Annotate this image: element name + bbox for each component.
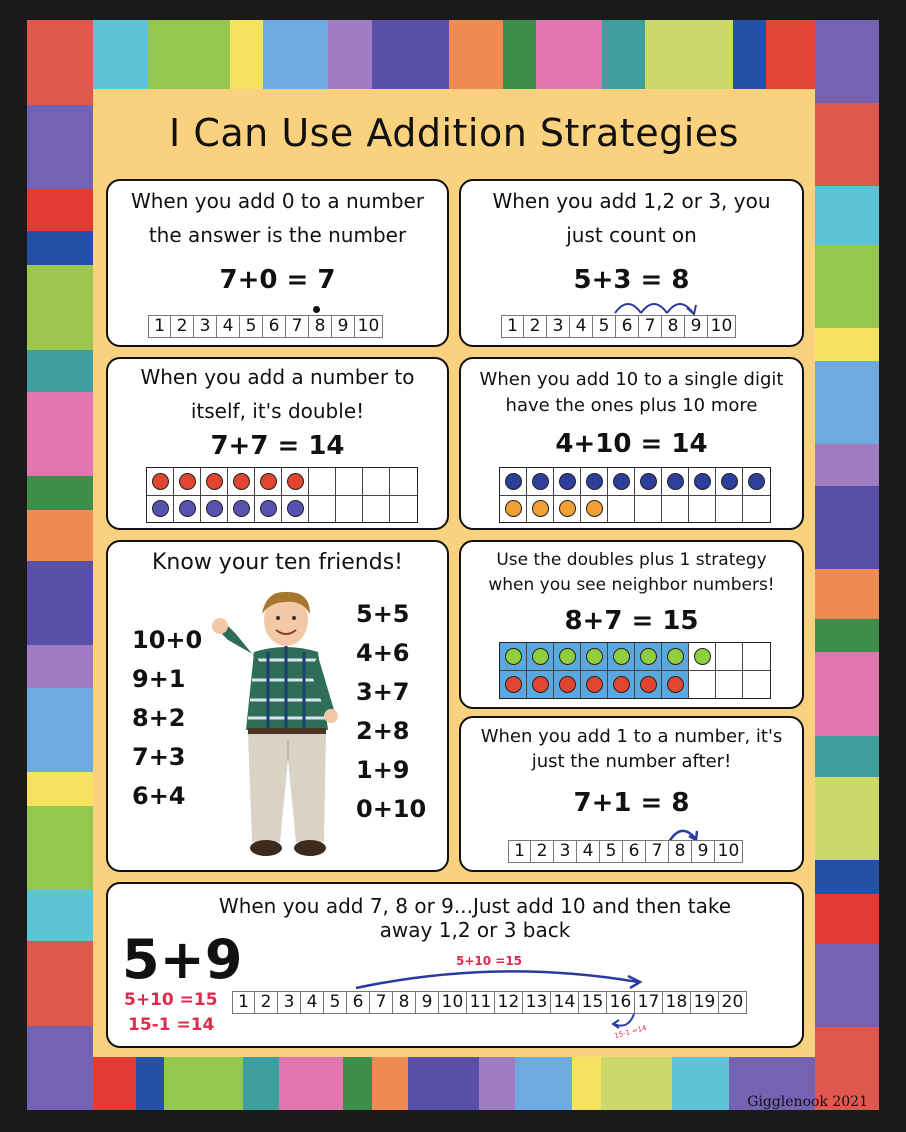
number-line: [232, 991, 747, 1014]
number-line: [508, 840, 743, 863]
number-cell: 12: [495, 991, 523, 1014]
counter-dot: [559, 500, 576, 517]
bottom-stripes: [93, 1057, 815, 1110]
ten-frame-cell: [255, 496, 282, 523]
ten-frame-cell: [363, 496, 390, 523]
right-stripes: [815, 20, 879, 1110]
card-doubles: [106, 357, 449, 530]
ten-friend-fact: 9+1: [132, 665, 186, 693]
ten-friend-fact: 5+5: [356, 600, 410, 628]
card-make-ten: [106, 882, 804, 1048]
ten-frame: [499, 467, 771, 523]
card-ten-friends: [106, 540, 449, 872]
ten-frame-cell: [309, 496, 336, 523]
ten-frame-cell: [500, 496, 527, 523]
ten-frame-cell: [282, 468, 309, 496]
number-cell: 15: [579, 991, 607, 1014]
ten-frame-cell: [689, 496, 716, 523]
step-two: 15-1 =14: [128, 1015, 215, 1035]
ten-frame-cell: [500, 468, 527, 496]
ten-frame-cell: [743, 496, 770, 523]
ten-frame-cell: [662, 643, 689, 671]
counter-dot: [694, 473, 711, 490]
number-cell: 11: [467, 991, 495, 1014]
counter-dot: [532, 676, 549, 693]
number-cell: 1: [501, 315, 524, 338]
number-cell: 1: [232, 991, 255, 1014]
ten-frame-cell: [554, 671, 581, 698]
counter-dot: [640, 648, 657, 665]
ten-frame-cell: [147, 496, 174, 523]
jump-arrow: [348, 964, 648, 990]
card-doubles-plus-one: [459, 540, 804, 709]
number-cell: 10: [715, 840, 743, 863]
ten-frame-cell: [527, 496, 554, 523]
counter-dot: [640, 676, 657, 693]
number-cell: 2: [531, 840, 554, 863]
number-cell: 3: [278, 991, 301, 1014]
counter-dot: [667, 676, 684, 693]
ten-frame-cell: [363, 468, 390, 496]
ten-friend-fact: 8+2: [132, 704, 186, 732]
equation: 8+7 = 15: [564, 606, 699, 636]
credit: Gigglenook 2021: [747, 1094, 868, 1110]
number-cell: 7: [646, 840, 669, 863]
ten-frame-cell: [743, 643, 770, 671]
number-cell: 3: [547, 315, 570, 338]
card-heading: Know your ten friends!: [151, 550, 403, 575]
number-cell: 6: [263, 315, 286, 338]
card-text: the answer is the number: [148, 223, 407, 247]
counter-dot: [260, 473, 277, 490]
number-cell: 4: [301, 991, 324, 1014]
ten-frame-cell: [743, 671, 770, 698]
counter-dot: [260, 500, 277, 517]
equation: 4+10 = 14: [555, 429, 708, 459]
number-cell: 5: [240, 315, 263, 338]
ten-friend-fact: 6+4: [132, 782, 186, 810]
ten-frame-cell: [716, 468, 743, 496]
number-cell: 20: [719, 991, 747, 1014]
counter-dot: [287, 473, 304, 490]
counter-dot: [152, 500, 169, 517]
number-cell: 5: [324, 991, 347, 1014]
marker-dot: [313, 306, 320, 313]
number-cell: 4: [577, 840, 600, 863]
counter-dot: [613, 473, 630, 490]
number-cell: 4: [217, 315, 240, 338]
number-cell: 5: [593, 315, 616, 338]
counter-dot: [287, 500, 304, 517]
ten-friend-fact: 10+0: [132, 626, 203, 654]
counter-dot: [532, 500, 549, 517]
card-text: When you add 0 to a number: [130, 189, 425, 213]
ten-frame-cell: [500, 643, 527, 671]
counter-dot: [532, 648, 549, 665]
number-cell: 7: [286, 315, 309, 338]
counter-dot: [206, 500, 223, 517]
card-text: When you add 1,2 or 3, you: [492, 189, 771, 213]
ten-frame-cell: [716, 496, 743, 523]
ten-frame-cell: [716, 671, 743, 698]
boy-illustration: [206, 590, 356, 866]
ten-frame-cell: [174, 468, 201, 496]
number-cell: 8: [393, 991, 416, 1014]
ten-frame-cell: [201, 468, 228, 496]
number-cell: 4: [570, 315, 593, 338]
ten-frame-cell: [390, 468, 417, 496]
big-equation: 5+9: [122, 928, 243, 991]
ten-frame-cell: [147, 468, 174, 496]
counter-dot: [559, 473, 576, 490]
ten-friend-fact: 4+6: [356, 639, 410, 667]
card-text: When you add a number to: [140, 365, 415, 389]
number-cell: 8: [662, 315, 685, 338]
counter-dot: [233, 500, 250, 517]
number-cell: 9: [332, 315, 355, 338]
number-cell: 9: [416, 991, 439, 1014]
ten-frame-cell: [554, 468, 581, 496]
counter-dot: [152, 473, 169, 490]
ten-frame-cell: [608, 496, 635, 523]
top-stripes: [93, 20, 815, 89]
ten-frame-cell: [336, 496, 363, 523]
counter-dot: [613, 676, 630, 693]
back-label: 15-1 =14: [613, 1023, 648, 1041]
card-text: When you add 1 to a number, it's: [480, 726, 783, 747]
ten-frame-cell: [309, 468, 336, 496]
number-line: [148, 315, 383, 338]
ten-frame-cell: [228, 496, 255, 523]
counter-dot: [532, 473, 549, 490]
card-text: when you see neighbor numbers!: [488, 575, 775, 595]
ten-frame-cell: [689, 468, 716, 496]
counter-dot: [721, 473, 738, 490]
counter-dot: [748, 473, 765, 490]
left-stripes: [27, 20, 93, 1110]
counter-dot: [233, 473, 250, 490]
card-text: Use the doubles plus 1 strategy: [496, 550, 767, 570]
card-count-on: [459, 179, 804, 347]
number-cell: 16: [607, 991, 635, 1014]
ten-frame-cell: [581, 671, 608, 698]
ten-frame-cell: [635, 643, 662, 671]
ten-frame-cell: [689, 671, 716, 698]
card-text: When you add 7, 8 or 9...Just add 10 and then take: [218, 894, 732, 918]
ten-frame-cell: [390, 496, 417, 523]
counter-dot: [586, 473, 603, 490]
ten-friends-left-list: [132, 626, 202, 821]
card-text: have the ones plus 10 more: [505, 395, 758, 416]
ten-friend-fact: 0+10: [356, 795, 427, 823]
poster: [93, 89, 815, 1057]
counter-dot: [667, 648, 684, 665]
number-cell: 6: [347, 991, 370, 1014]
ten-friends-right-list: [356, 600, 426, 834]
ten-frame-cell: [716, 643, 743, 671]
ten-frame-cell: [527, 468, 554, 496]
counter-dot: [613, 648, 630, 665]
counter-dot: [206, 473, 223, 490]
equation: 5+3 = 8: [573, 265, 690, 295]
ten-frame: [499, 642, 771, 699]
counter-dot: [505, 676, 522, 693]
equation: 7+7 = 14: [210, 431, 345, 461]
ten-friend-fact: 2+8: [356, 717, 410, 745]
ten-frame-cell: [743, 468, 770, 496]
number-cell: 3: [194, 315, 217, 338]
equation: 7+0 = 7: [219, 265, 336, 295]
ten-frame-cell: [581, 643, 608, 671]
counter-dot: [667, 473, 684, 490]
ten-frame-cell: [581, 468, 608, 496]
counter-dot: [505, 473, 522, 490]
counter-dot: [179, 473, 196, 490]
ten-frame-cell: [228, 468, 255, 496]
counter-dot: [559, 676, 576, 693]
ten-frame-cell: [174, 496, 201, 523]
number-cell: 5: [600, 840, 623, 863]
card-add-zero: [106, 179, 449, 347]
counter-dot: [179, 500, 196, 517]
card-add-ten: [459, 357, 804, 530]
number-cell: 1: [148, 315, 171, 338]
counter-dot: [586, 648, 603, 665]
counter-dot: [586, 500, 603, 517]
number-cell: 3: [554, 840, 577, 863]
number-cell: 1: [508, 840, 531, 863]
number-cell: 7: [370, 991, 393, 1014]
ten-frame-cell: [662, 496, 689, 523]
ten-frame-cell: [608, 643, 635, 671]
number-cell: 13: [523, 991, 551, 1014]
ten-frame-cell: [608, 671, 635, 698]
counter-dot: [559, 648, 576, 665]
card-text: just the number after!: [531, 751, 732, 772]
card-text: just count on: [566, 223, 697, 247]
ten-frame-cell: [527, 671, 554, 698]
number-cell: 18: [663, 991, 691, 1014]
ten-frame-cell: [608, 468, 635, 496]
ten-frame: [146, 467, 418, 523]
counter-dot: [505, 500, 522, 517]
number-cell: 8: [669, 840, 692, 863]
number-line: [501, 315, 736, 338]
card-plus-one: [459, 716, 804, 872]
ten-friend-fact: 3+7: [356, 678, 410, 706]
equation: 7+1 = 8: [573, 788, 690, 818]
card-text: When you add 10 to a single digit: [479, 369, 784, 390]
number-cell: 6: [623, 840, 646, 863]
number-cell: 10: [439, 991, 467, 1014]
counter-dot: [505, 648, 522, 665]
ten-frame-cell: [635, 671, 662, 698]
number-cell: 9: [692, 840, 715, 863]
number-cell: 2: [255, 991, 278, 1014]
number-cell: 10: [355, 315, 383, 338]
card-text: away 1,2 or 3 back: [379, 918, 571, 942]
arrow-label: 5+10 =15: [456, 954, 523, 968]
ten-frame-cell: [527, 643, 554, 671]
ten-frame-cell: [554, 643, 581, 671]
number-cell: 14: [551, 991, 579, 1014]
step-one: 5+10 =15: [124, 990, 218, 1010]
number-cell: 17: [635, 991, 663, 1014]
ten-frame-cell: [554, 496, 581, 523]
number-cell: 7: [639, 315, 662, 338]
ten-frame-cell: [282, 496, 309, 523]
card-text: itself, it's double!: [190, 399, 365, 423]
poster-title: I Can Use Addition Strategies: [169, 111, 739, 155]
ten-frame-cell: [336, 468, 363, 496]
number-cell: 2: [171, 315, 194, 338]
ten-frame-cell: [500, 671, 527, 698]
number-cell: 19: [691, 991, 719, 1014]
ten-friend-fact: 1+9: [356, 756, 410, 784]
ten-frame-cell: [662, 468, 689, 496]
ten-friend-fact: 7+3: [132, 743, 186, 771]
number-cell: 9: [685, 315, 708, 338]
number-cell: 6: [616, 315, 639, 338]
counter-dot: [586, 676, 603, 693]
number-cell: 2: [524, 315, 547, 338]
counter-dot: [640, 473, 657, 490]
number-cell: 10: [708, 315, 736, 338]
counter-dot: [694, 648, 711, 665]
ten-frame-cell: [255, 468, 282, 496]
ten-frame-cell: [581, 496, 608, 523]
ten-frame-cell: [689, 643, 716, 671]
ten-frame-cell: [635, 496, 662, 523]
ten-frame-cell: [635, 468, 662, 496]
ten-frame-cell: [662, 671, 689, 698]
ten-frame-cell: [201, 496, 228, 523]
number-cell: 8: [309, 315, 332, 338]
hop-arrows: [611, 293, 711, 317]
